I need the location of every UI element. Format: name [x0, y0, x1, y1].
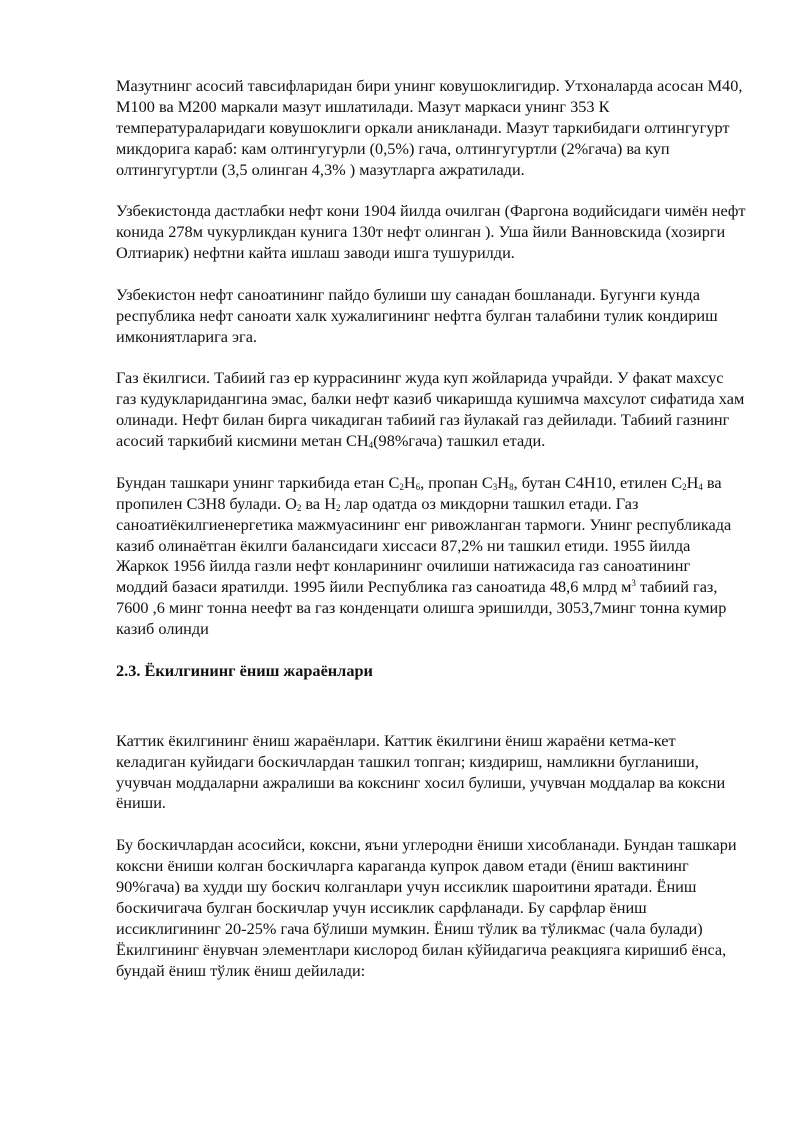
paragraph-oil-industry: Узбекистон нефт саноатининг пайдо булиши шу санадан бошланади. Бугунги кунда республика нефт саноати халк хужалигининг нефтга булган талабини тулик кондириш имкониятларига эга.: [116, 284, 718, 346]
text-run: табиий газ, 7600 ,6 минг тонна неефт ва газ конденцати олишга эришилди, 3053,7минг тонна кумир казиб олинди: [116, 577, 727, 639]
text-run: (98%гача) ташкил етади.: [373, 431, 546, 451]
text-run: ва пропилен C3H8 булади. O: [116, 472, 722, 513]
paragraph-solid-fuel-combustion: Каттик ёкилгининг ёниш жараёнлари. Каттик ёкилгини ёниш жараёни кетма-кет келадиган куйидаги боскичлардан ташкил топган; киздириш, намликни бугланиши, учувчан моддаларни ажралиши ва кокснинг хосил булиши, учувчан моддалар ва коксни ёниши.: [116, 730, 726, 813]
document-page: [116, 76, 746, 1002]
text-run: , бутан C4H10, етилен C: [513, 472, 683, 492]
text-run: H: [403, 472, 416, 492]
superscript: 3: [631, 578, 636, 589]
text-run: ва H: [301, 493, 336, 513]
subscript: 2: [335, 502, 341, 513]
paragraph-gas-fuel: [116, 368, 746, 452]
paragraph-mazut: Мазутнинг асосий тавсифларидан бири унинг ковушоклигидир. Утхоналарда асосан М40, М100 ва М200 маркали мазут ишлатилади. Мазут маркаси унинг 353 К температураларидаги ковушоклиги оркали аникланади. Мазут таркибидаги олтингугурт микдорига караб: кам олтингугурли (0,5%) гача, олтингугуртли (2%гача) ва куп олтингугуртли (3,5 олинган 4,3% ) мазутларга ажратилади.: [116, 76, 743, 179]
subscript: 2: [296, 502, 302, 513]
paragraph-coke-combustion: Бу боскичлардан асосийси, коксни, яъни углеродни ёниши хисобланади. Бундан ташкари коксни ёниши колган боскичларга караганда купрок давом етади (ёниш вактининг 90%гача) ва худди шу боскич колганлари учун иссиклик шароитини яратади. Ёниш боскичигача булган боскичлар учун иссиклик сарфланади. Бу сарфлар ёниш иссиклигининг 20-25% гача бўлиши мумкин. Ёниш тўлик ва тўликмас (чала булади) Ёкилгининг ёнувчан элементлари кислород билан кўйидагича реакцияга киришиб ёнса, бундай ёниш тўлик ёниш дейилади:: [116, 835, 737, 980]
subscript: 4: [368, 440, 374, 451]
text-run: H: [686, 472, 699, 492]
subscript: 4: [698, 481, 703, 492]
subscript: 3: [492, 481, 498, 492]
subscript: 2: [399, 481, 404, 492]
paragraph-first-oil-field: Узбекистонда дастлабки нефт кони 1904 йилда очилган (Фаргона водийсидаги чимён нефт конида 278м чукурликдан кунига 130т нефт олинган ). Уша йили Ванновскида (хозирги Олтиарик) нефтни кайта ишлаш заводи ишга тушурилди.: [116, 201, 746, 263]
text-run: Газ ёкилгиси. Табиий газ ер куррасининг жуда куп жойларида учрайди. У факат махсус газ кудукларидангина эмас, балки нефт казиб чикаришда кушимча махсулот сифатида хам олинади. Нефт билан бирга чикадиган табиий газ йулакай газ дейилади. Табиий газнинг асосий таркибий кисмини метан CH: [116, 368, 745, 451]
subscript: 6: [415, 481, 421, 492]
text-run: лар одатда оз микдорни ташкил етади. Газ саноатиёкилгиенергетика мажмуасининг енг ривожланган тармоги. Унинг республикада казиб олинаётган ёкилги балансидаги хиссаси 87,2% ни ташкил етиди. 1955 йилда Жаркок 1956 йилда газли нефт конларининг очилиши натижасида газ саноатининг моддий базаси яратилди. 1995 йили Республика газ саноатида 48,6 млрд м: [116, 493, 732, 597]
text-run: H: [497, 472, 510, 492]
text-run: , пропан C: [420, 472, 493, 492]
subscript: 2: [682, 481, 687, 492]
paragraph-gas-composition: [116, 473, 746, 640]
section-heading: 2.3. Ёкилгининг ёниш жараёнлари: [116, 660, 373, 680]
text-run: Бундан ташкари унинг таркибида етан C: [116, 472, 400, 492]
subscript: 8: [509, 481, 514, 492]
